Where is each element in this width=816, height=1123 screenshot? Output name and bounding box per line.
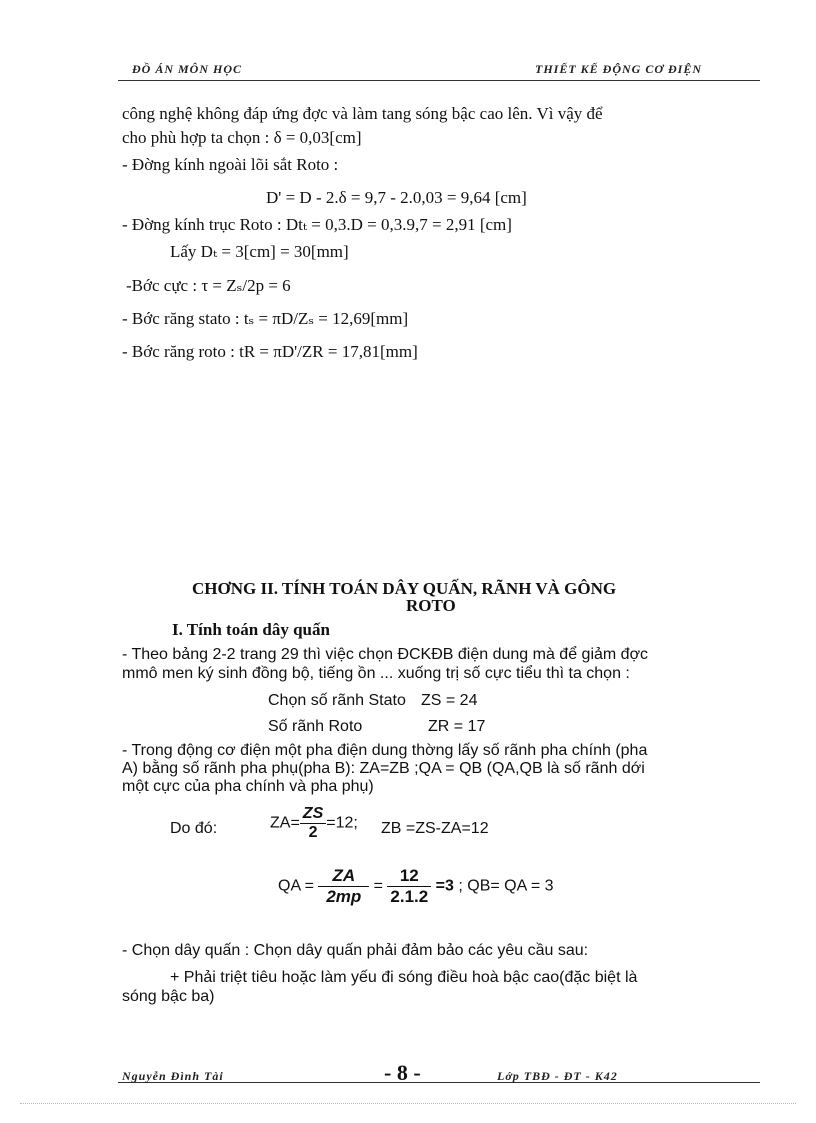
text-line: cho phù hợp ta chọn : δ = 0,03[cm] bbox=[122, 128, 362, 147]
za-fraction bbox=[300, 805, 326, 842]
text-line: Lấy Dₜ = 3[cm] = 30[mm] bbox=[170, 242, 349, 261]
text-line: - Trong động cơ điện một pha điện dung thờng lấy số rãnh pha chính (pha bbox=[122, 742, 648, 759]
formula-line: D' = D - 2.δ = 9,7 - 2.0,03 = 9,64 [cm] bbox=[266, 188, 527, 207]
text-line: A) bằng số rãnh pha phụ(pha B): ZA=ZB ;QA = QB (QA,QB là số rãnh dới bbox=[122, 760, 645, 777]
text-line: - Đờng kính trục Roto : Dtₜ = 0,3.D = 0,3.9,7 = 2,91 [cm] bbox=[122, 215, 512, 234]
zb-formula: ZB =ZS-ZA=12 bbox=[381, 820, 489, 837]
text-line: mmô men ký sinh đồng bộ, tiếng ồn ... xuống trị số cực tiểu thì ta chọn : bbox=[122, 665, 630, 682]
qa-numerator-2: 12 bbox=[387, 866, 431, 887]
qa-fraction-2 bbox=[387, 866, 431, 907]
za-denominator: 2 bbox=[308, 824, 318, 841]
qb-formula: ; QB= QA = 3 bbox=[458, 877, 554, 895]
qa-denominator-2: 2.1.2 bbox=[390, 887, 429, 906]
stato-value: ZS = 24 bbox=[421, 692, 478, 709]
text-line: + Phải triệt tiêu hoặc làm yếu đi sóng điều hoà bậc cao(đặc biệt là bbox=[170, 969, 638, 986]
za-rhs: =12; bbox=[326, 814, 358, 832]
text-line: - Bớc răng roto : tR = πD'/ZR = 17,81[mm] bbox=[122, 342, 418, 361]
za-numerator: ZS bbox=[300, 805, 326, 824]
roto-value: ZR = 17 bbox=[428, 718, 486, 735]
do-do-label: Do đó: bbox=[170, 820, 218, 837]
qa-denominator-1: 2mp bbox=[326, 887, 362, 906]
equals-sign: = bbox=[373, 877, 383, 895]
chapter-title-cont: ROTO bbox=[406, 596, 456, 615]
text-line: - Bớc răng stato : tₛ = πD/Zₛ = 12,69[mm] bbox=[122, 309, 409, 328]
qa-formula bbox=[278, 866, 554, 907]
qa-lhs: QA = bbox=[278, 877, 315, 895]
text-line: một cực của pha chính và pha phụ) bbox=[122, 778, 374, 795]
text-line: - Đờng kính ngoài lõi sắt Roto : bbox=[122, 155, 339, 174]
stato-label: Chọn số rãnh Stato bbox=[268, 692, 406, 709]
text-line: - Theo bảng 2-2 trang 29 thì việc chọn ĐCKĐB điện dung mà để giảm đợc bbox=[122, 646, 649, 663]
footer-right: Lớp TBĐ - ĐT - K42 bbox=[497, 1069, 618, 1083]
qa-numerator-1: ZA bbox=[318, 866, 369, 887]
text-line: sóng bậc ba) bbox=[122, 988, 215, 1005]
bottom-dotted-border bbox=[20, 1103, 796, 1104]
section-subheading: I. Tính toán dây quấn bbox=[172, 620, 330, 639]
qa-fraction-1 bbox=[318, 866, 369, 907]
header-rule bbox=[118, 80, 760, 81]
qa-rhs: =3 bbox=[435, 877, 454, 895]
chapter-title: CHƠNG II. TÍNH TOÁN DÂY QUẤN, RÃNH VÀ GÔNG bbox=[192, 579, 617, 598]
text-line: - Chọn dây quấn : Chọn dây quấn phải đảm bảo các yêu cầu sau: bbox=[122, 942, 589, 959]
text-line: -Bớc cực : τ = Zₛ/2p = 6 bbox=[126, 276, 291, 295]
roto-label: Số rãnh Roto bbox=[268, 718, 363, 735]
footer-left: Nguyễn Đình Tài bbox=[122, 1069, 224, 1083]
text-line: công nghệ không đáp ứng đợc và làm tang sóng bậc cao lên. Vì vậy để bbox=[122, 104, 603, 123]
page-number: - 8 - bbox=[384, 1060, 421, 1085]
header-right: THIẾT KẾ ĐỘNG CƠ ĐIỆN bbox=[535, 62, 703, 76]
za-formula bbox=[270, 805, 358, 842]
header-left: ĐỒ ÁN MÔN HỌC bbox=[132, 62, 243, 76]
za-lhs: ZA= bbox=[270, 814, 300, 832]
